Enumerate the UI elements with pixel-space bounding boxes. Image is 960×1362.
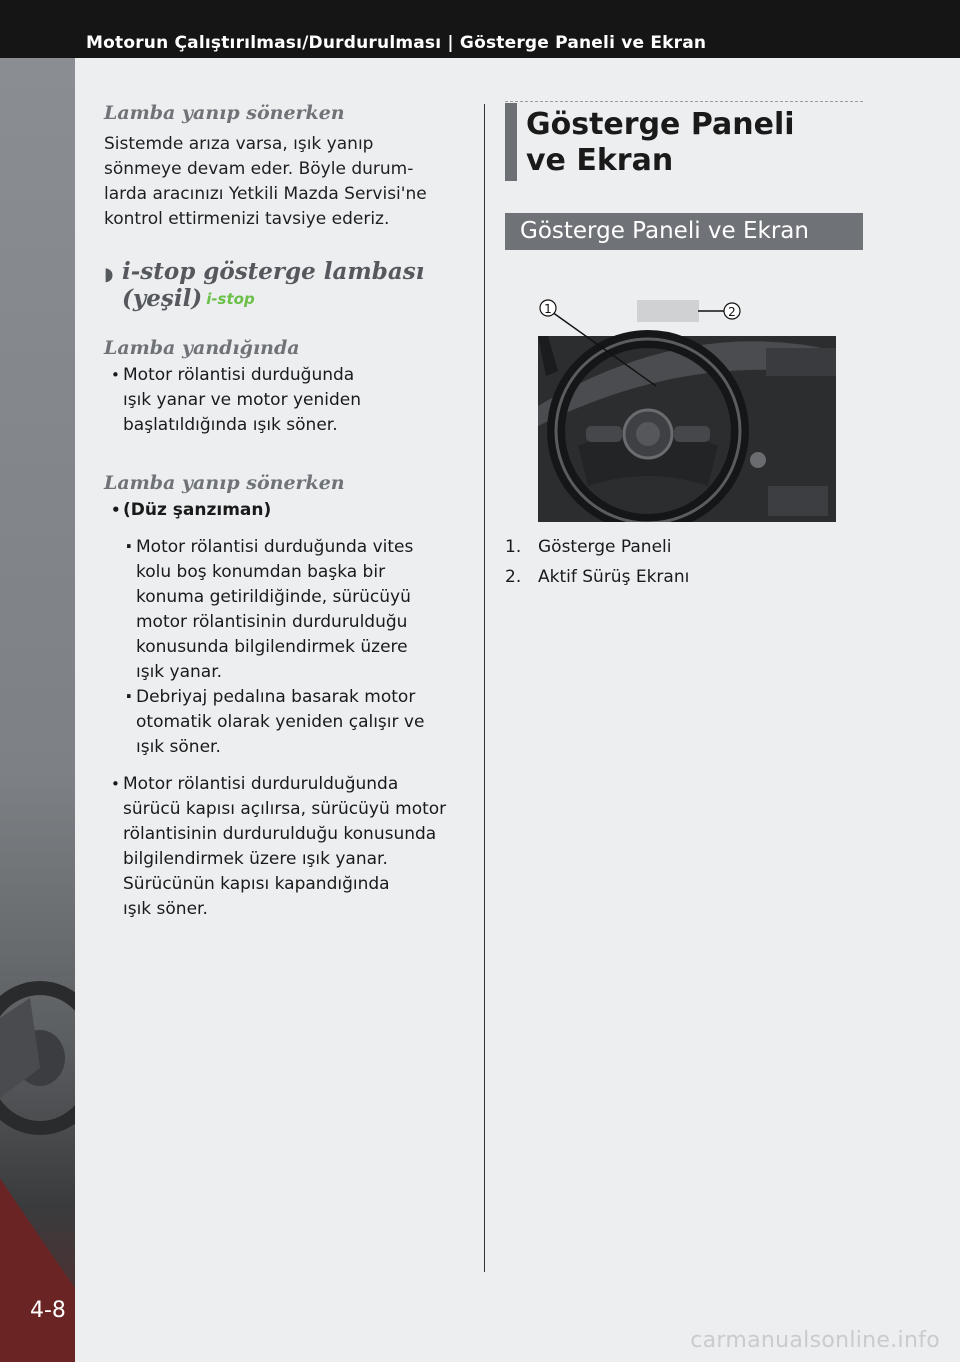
sidebar-interior-illustration (0, 58, 75, 1362)
manual-transmission-label: • (Düz şanzıman) (104, 498, 464, 523)
figure-legend-list (505, 532, 863, 592)
triangle-bullet-icon: ◗ (104, 264, 114, 285)
list-item: · Debriyaj pedalına basarak motor otomatik olarak yeniden çalışır ve ışık söner. (104, 685, 464, 760)
page-header (0, 0, 960, 58)
header-title: Motorun Çalıştırılması/Durdurulması | Gösterge Paneli ve Ekran (86, 33, 707, 53)
list-item: 2. Aktif Sürüş Ekranı (505, 567, 690, 587)
list-item: • Motor rölantisi durdurulduğunda sürücü kapısı açılırsa, sürücüyü motor rölantisinin durdurulduğu konusunda bilgilendirmek üzere ışık yanar. Sürücünün kapısı kapandığında ışık söner. (104, 772, 464, 922)
blink-heading-2: Lamba yanıp sönerken (104, 472, 345, 494)
dashboard-figure-svg (538, 296, 836, 522)
blink-paragraph-1: Sistemde arıza varsa, ışık yanıp sönmeye devam eder. Böyle durum- larda aracınızı Yetkili Mazda Servisi'ne kontrol ettirmenizi tavsiye ederiz. (104, 134, 427, 229)
i-stop-indicator-icon: i-stop (206, 290, 255, 308)
callout-2: 2 (728, 305, 736, 319)
page-number: 4-8 (30, 1298, 66, 1323)
list-item: · Motor rölantisi durduğunda vites kolu boş konumdan başka bir konuma getirildiğinde, sürücüyü motor rölantisinin durdurulduğu konusunda bilgilendirmek üzere ışık yanar. (104, 535, 464, 685)
page-title: Gösterge Paneli ve Ekran (505, 103, 863, 181)
callout-1: 1 (544, 302, 552, 316)
on-heading: Lamba yandığında (104, 337, 300, 359)
section-bar-title: Gösterge Paneli ve Ekran (505, 213, 863, 250)
blink-heading-1: Lamba yanıp sönerken (104, 102, 345, 124)
dashboard-illustration (538, 296, 836, 522)
list-item: • Motor rölantisi durduğunda ışık yanar ve motor yeniden başlatıldığında ışık söner. (104, 363, 464, 438)
dotted-rule (505, 101, 863, 102)
list-item: 1. Gösterge Paneli (505, 537, 672, 557)
sidebar-photo (0, 58, 75, 1362)
column-divider (484, 104, 485, 1272)
section-heading-istop: ◗ i-stop gösterge lambası (yeşil) i-stop (104, 258, 425, 312)
watermark: carmanualsonline.info (690, 1328, 940, 1353)
left-column (104, 100, 464, 922)
